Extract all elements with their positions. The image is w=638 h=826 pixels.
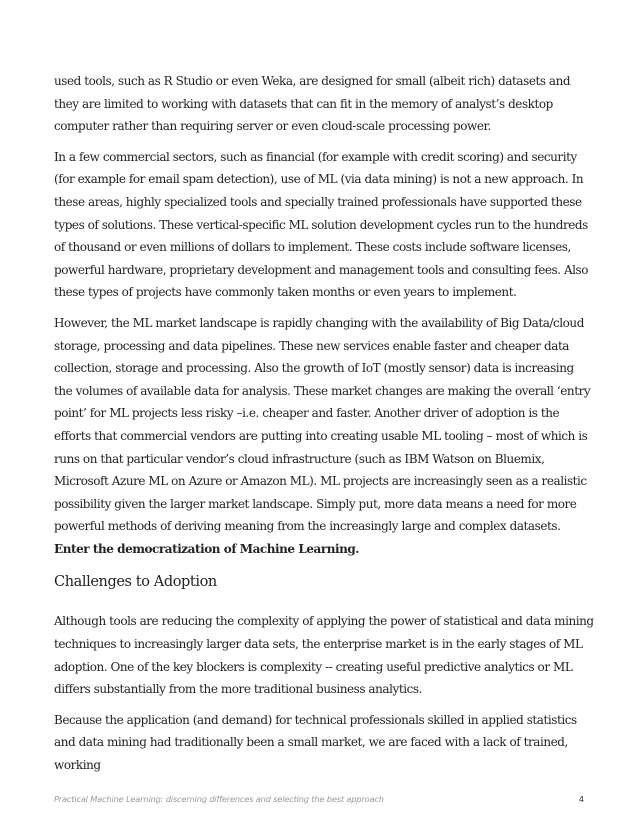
paragraph-3 [54,312,594,561]
paragraph-2: In a few commercial sectors, such as financial (for example with credit scoring) and security (for example for email spam detection), use of ML (via data mining) is not a new approach. In these areas, highly specialized tools and specially trained professionals have supported these types of solutions. These vertical-specific ML solution development cycles run to the hundreds of thousand or even millions of dollars to implement. These costs include software licenses, powerful hardware, proprietary development and management tools and consulting fees. Also these types of projects have commonly taken months or even years to implement. [54,149,589,300]
section-heading: Challenges to Adoption [54,574,217,591]
paragraph-3-emphasis: Enter the democratization of Machine Learning. [54,541,360,556]
page-body [54,70,594,785]
page-number: 4 [578,794,584,804]
paragraph-5: Because the application (and demand) for technical professionals skilled in applied statistics and data mining had traditionally been a small market, we are faced with a lack of trained, working [54,712,577,773]
paragraph-4: Although tools are reducing the complexity of applying the power of statistical and data mining techniques to increasingly larger data sets, the enterprise market is in the early stages of ML adoption. One of the key blockers is complexity -- creating useful predictive analytics or ML differs substantially from the more traditional business analytics. [54,614,594,697]
footer-title: Practical Machine Learning: discerning differences and selecting the best approach [54,794,384,804]
paragraph-3-text: However, the ML market landscape is rapidly changing with the availability of Big Data/cloud storage, processing and data pipelines. These new services enable faster and cheaper data collection, storage and processing. Also the growth of IoT (mostly sensor) data is increasing the volumes of available data for analysis. These market changes are making the overall ‘entry point’ for ML projects less risky –i.e. cheaper and faster. Another driver of adoption is the efforts that commercial vendors are putting into creating usable ML tooling – most of which is runs on that particular vendor’s cloud infrastructure (such as IBM Watson on Bluemix, Microsoft Azure ML on Azure or Amazon ML). ML projects are increasingly seen as a realistic possibility given the larger market landscape. Simply put, more data means a need for more powerful methods of deriving meaning from the increasingly large and complex datasets. [54,315,591,534]
paragraph-1: used tools, such as R Studio or even Weka, are designed for small (albeit rich) datasets and they are limited to working with datasets that can fit in the memory of analyst’s desktop computer rather than requiring server or even cloud-scale processing power. [54,74,571,134]
